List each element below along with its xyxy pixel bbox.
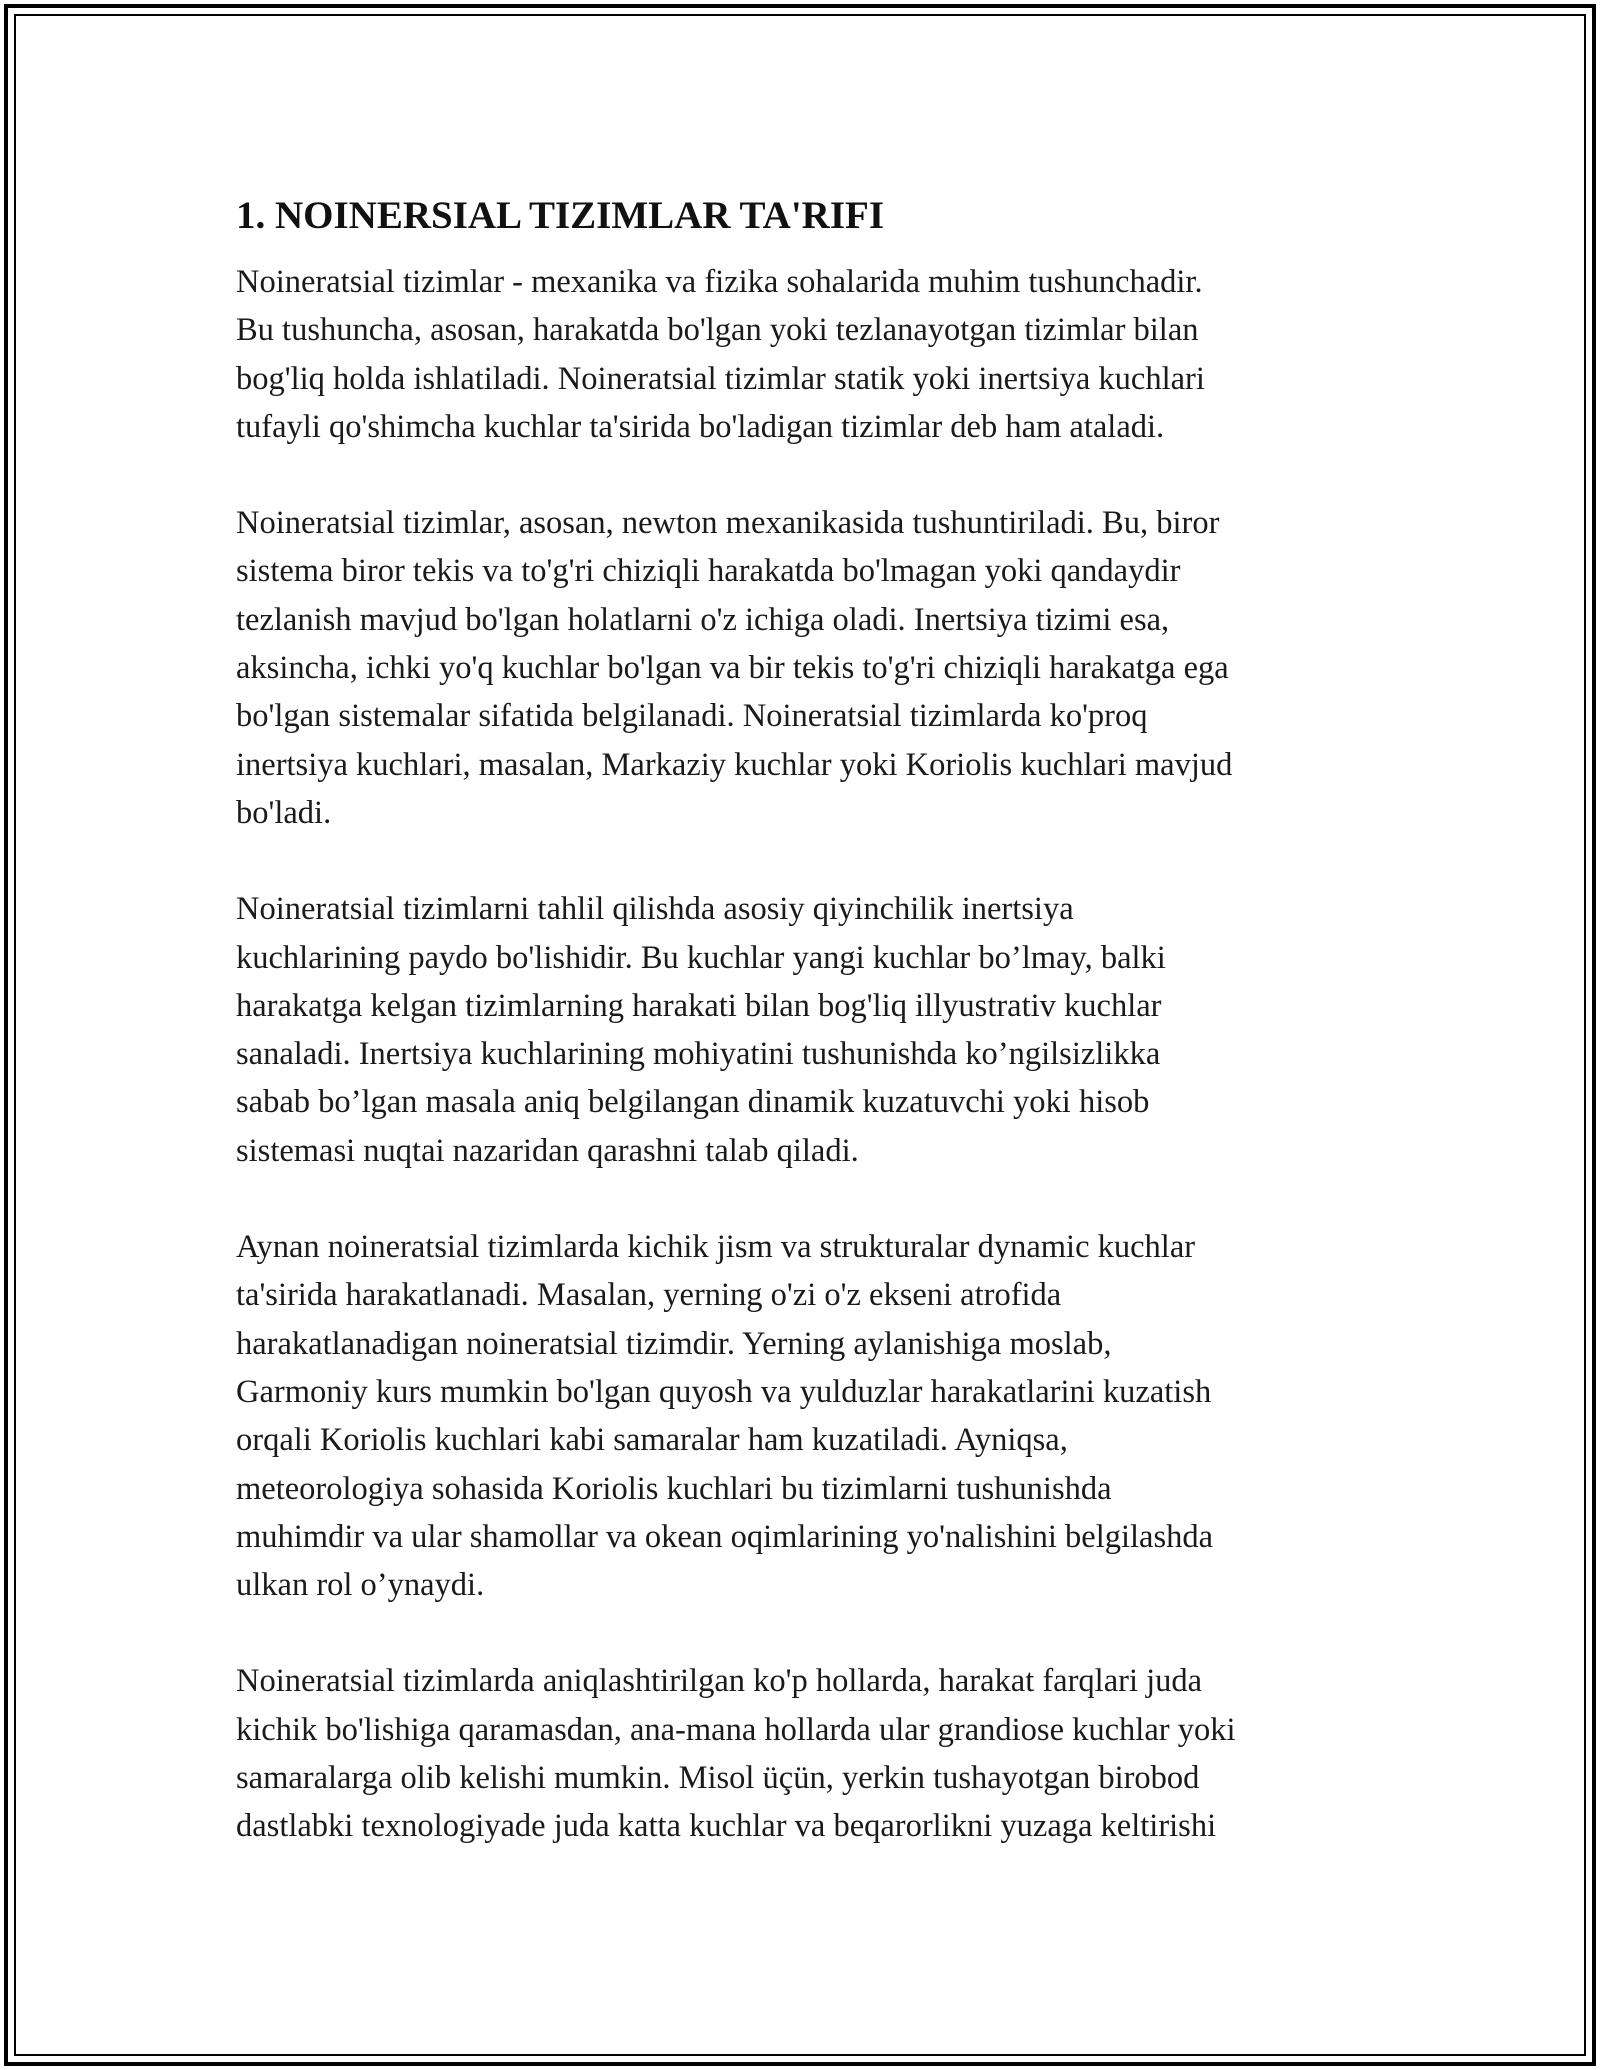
paragraph-line: Noineratsial tizimlarda aniqlashtirilgan ko'p hollarda, harakat farqlari juda	[236, 1663, 1203, 1700]
paragraph	[236, 1223, 1376, 1609]
paragraph-line: ta'sirida harakatlanadi. Masalan, yerning o'zi o'z ekseni atrofida	[236, 1277, 1062, 1314]
paragraph-line: aksincha, ichki yo'q kuchlar bo'lgan va bir tekis to'g'ri chiziqli harakatga ega	[236, 650, 1229, 687]
paragraph-line: Noineratsial tizimlarni tahlil qilishda asosiy qiyinchilik inertsiya	[236, 891, 1074, 928]
paragraph-line: sistemasi nuqtai nazaridan qarashni talab qiladi.	[236, 1132, 859, 1169]
paragraph-line: tufayli qo'shimcha kuchlar ta'sirida bo'ladigan tizimlar deb ham ataladi.	[236, 408, 1165, 445]
paragraph-line: meteorologiya sohasida Koriolis kuchlari bu tizimlarni tushunishda	[236, 1470, 1112, 1507]
paragraph-line: kuchlarining paydo bo'lishidir. Bu kuchlar yangi kuchlar bo’lmay, balki	[236, 939, 1166, 976]
paragraph-line: dastlabki texnologiyade juda katta kuchlar va beqarorlikni yuzaga keltirishi	[236, 1808, 1217, 1845]
paragraph-line: Aynan noineratsial tizimlarda kichik jism va strukturalar dynamic kuchlar	[236, 1229, 1196, 1266]
paragraph-line: bo'lgan sistemalar sifatida belgilanadi. Noineratsial tizimlarda ko'proq	[236, 698, 1148, 735]
paragraph-line: bo'ladi.	[236, 794, 332, 831]
paragraph-line: sanaladi. Inertsiya kuchlarining mohiyatini tushunishda ko’ngilsizlikka	[236, 1036, 1161, 1073]
paragraph-line: inertsiya kuchlari, masalan, Markaziy kuchlar yoki Koriolis kuchlari mavjud	[236, 746, 1233, 783]
paragraph-line: kichik bo'lishiga qaramasdan, ana-mana hollarda ular grandiose kuchlar yoki	[236, 1711, 1236, 1748]
paragraph-line: sistema biror tekis va to'g'ri chiziqli harakatda bo'lmagan yoki qandaydir	[236, 553, 1181, 590]
paragraph-line: bog'liq holda ishlatiladi. Noineratsial tizimlar statik yoki inertsiya kuchlari	[236, 360, 1205, 397]
paragraph-line: tezlanish mavjud bo'lgan holatlarni o'z ichiga oladi. Inertsiya tizimi esa,	[236, 601, 1170, 638]
section-heading: 1. NOINERSIAL TIZIMLAR TA'RIFI	[236, 194, 884, 237]
paragraph-line: Noineratsial tizimlar - mexanika va fizika sohalarida muhim tushunchadir.	[236, 264, 1203, 300]
paragraph-line: Bu tushuncha, asosan, harakatda bo'lgan yoki tezlanayotgan tizimlar bilan	[236, 312, 1199, 349]
paragraph-line: sabab bo’lgan masala aniq belgilangan dinamik kuzatuvchi yoki hisob	[236, 1084, 1150, 1121]
paragraph-line: muhimdir va ular shamollar va okean oqimlarining yo'nalishini belgilashda	[236, 1518, 1214, 1555]
paragraph	[236, 499, 1376, 837]
paragraph	[236, 885, 1376, 1175]
paragraph-line: samaralarga olib kelishi mumkin. Misol üçün, yerkin tushayotgan birobod	[236, 1760, 1200, 1797]
paragraph-line: orqali Koriolis kuchlari kabi samaralar ham kuzatiladi. Ayniqsa,	[236, 1422, 1068, 1459]
paragraph	[236, 258, 1376, 451]
paragraph-line: ulkan rol o’ynaydi.	[236, 1567, 485, 1604]
paragraph-line: Garmoniy kurs mumkin bo'lgan quyosh va yulduzlar harakatlarini kuzatish	[236, 1373, 1212, 1410]
paragraph	[236, 1657, 1376, 1850]
paragraph-list	[236, 258, 1376, 1851]
paragraph-line: Noineratsial tizimlar, asosan, newton mexanikasida tushuntiriladi. Bu, biror	[236, 505, 1220, 542]
paragraph-line: harakatlanadigan noineratsial tizimdir. Yerning aylanishiga moslab,	[236, 1325, 1112, 1362]
document-body	[236, 180, 1376, 1899]
paragraph-line: harakatga kelgan tizimlarning harakati bilan bog'liq illyustrativ kuchlar	[236, 987, 1162, 1024]
